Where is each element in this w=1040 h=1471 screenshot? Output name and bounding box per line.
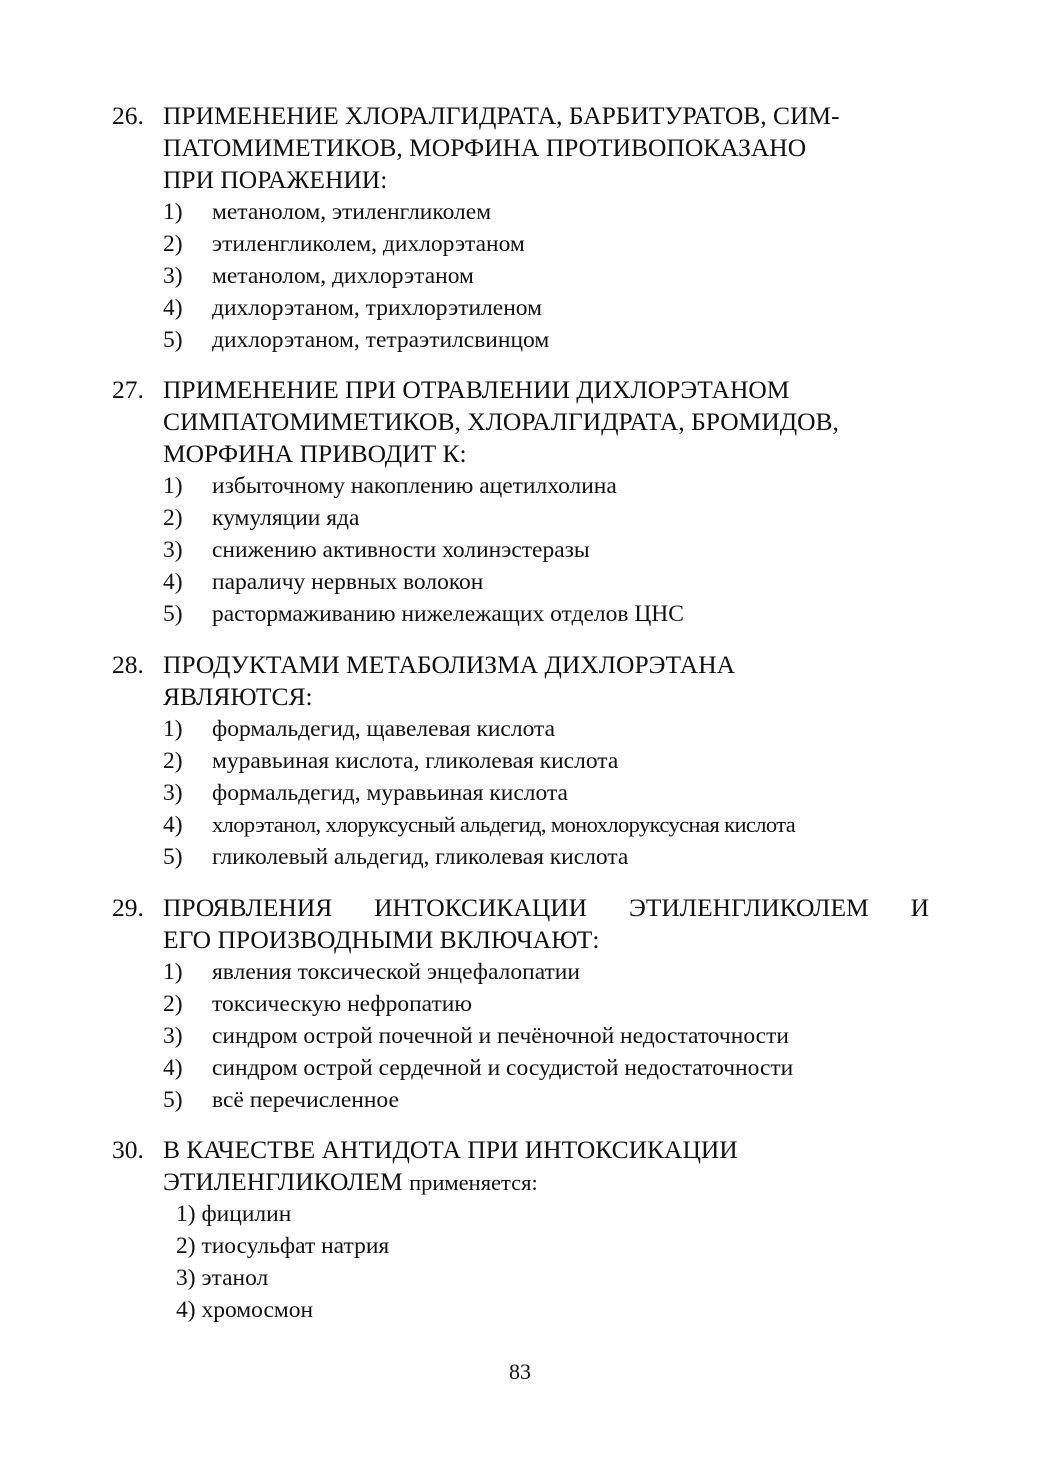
option-text: формальдегид, щавелевая кислота <box>212 716 556 742</box>
option-number: 5) <box>163 601 183 627</box>
option-text: параличу нервных волокон <box>212 569 484 595</box>
question-text-line: ЭТИЛЕНГЛИКОЛЕМ <box>163 1167 403 1196</box>
option-number: 5) <box>163 327 183 353</box>
answer-option <box>112 470 942 502</box>
answer-option <box>112 228 942 260</box>
option-number: 1) <box>163 473 183 499</box>
option-number: 2) <box>163 748 183 774</box>
answer-option <box>112 988 942 1020</box>
option-text: метанолом, этиленгликолем <box>212 199 492 225</box>
question-text-line: ЯВЛЯЮТСЯ: <box>163 682 313 711</box>
option-number: 2) <box>163 505 183 531</box>
answer-option <box>112 1020 942 1052</box>
option-text: 4) хромосмон <box>176 1297 314 1323</box>
option-number: 3) <box>163 1023 183 1049</box>
question-text-line: ПРИМЕНЕНИЕ ХЛОРАЛГИДРАТА, БАРБИТУРАТОВ, СИМ- <box>163 101 840 130</box>
option-number: 3) <box>163 263 183 289</box>
question-27 <box>112 374 942 630</box>
question-number: 28. <box>112 650 144 679</box>
answer-option <box>112 502 942 534</box>
question-text-line: ПРОЯВЛЕНИЯ ИНТОКСИКАЦИИ ЭТИЛЕНГЛИКОЛЕМ И <box>163 893 929 922</box>
option-number: 5) <box>163 1087 183 1113</box>
option-text: муравьиная кислота, гликолевая кислота <box>212 748 619 774</box>
option-text: хлорэтанол, хлоруксусный альдегид, монохлоруксусная кислота <box>212 812 796 837</box>
option-text: этиленгликолем, дихлорэтаном <box>212 231 525 257</box>
option-text: избыточному накоплению ацетилхолина <box>212 473 617 499</box>
option-number: 4) <box>163 569 183 595</box>
option-text: растормаживанию нижележащих отделов ЦНС <box>212 601 684 627</box>
answer-option <box>112 1294 942 1326</box>
option-number: 4) <box>163 1055 183 1081</box>
question-text-line: ПРИ ПОРАЖЕНИИ: <box>163 165 388 194</box>
option-text: снижению активности холинэстеразы <box>212 537 590 563</box>
question-text-line: ПРИМЕНЕНИЕ ПРИ ОТРАВЛЕНИИ ДИХЛОРЭТАНОМ <box>163 375 790 404</box>
option-number: 4) <box>163 812 183 838</box>
answer-option <box>112 809 942 841</box>
question-text-suffix: применяется: <box>409 1170 538 1195</box>
answer-option <box>112 1230 942 1262</box>
answer-option <box>112 1262 942 1294</box>
option-text: 2) тиосульфат натрия <box>176 1233 390 1259</box>
option-text: 3) этанол <box>176 1265 269 1291</box>
answer-option <box>112 1052 942 1084</box>
question-26 <box>112 100 942 356</box>
page-number: 83 <box>509 1359 531 1384</box>
question-number: 26. <box>112 101 144 130</box>
answer-option <box>112 713 942 745</box>
question-text-line: ПРОДУКТАМИ МЕТАБОЛИЗМА ДИХЛОРЭТАНА <box>163 650 736 679</box>
question-text-line: ПАТОМИМЕТИКОВ, МОРФИНА ПРОТИВОПОКАЗАНО <box>163 133 807 162</box>
question-number: 30. <box>112 1135 144 1164</box>
answer-option <box>112 777 942 809</box>
question-29 <box>112 892 942 1116</box>
option-number: 4) <box>163 295 183 321</box>
answer-option <box>112 260 942 292</box>
question-30 <box>112 1134 942 1326</box>
answer-option <box>112 745 942 777</box>
question-number: 27. <box>112 375 144 404</box>
option-text: гликолевый альдегид, гликолевая кислота <box>212 844 629 870</box>
option-number: 5) <box>163 844 183 870</box>
answer-option <box>112 292 942 324</box>
question-text-line: СИМПАТОМИМЕТИКОВ, ХЛОРАЛГИДРАТА, БРОМИДОВ, <box>163 407 839 436</box>
option-text: явления токсической энцефалопатии <box>212 959 580 985</box>
question-number: 29. <box>112 893 144 922</box>
option-text: всё перечисленное <box>212 1087 399 1113</box>
question-text-line: МОРФИНА ПРИВОДИТ К: <box>163 439 467 468</box>
option-text: синдром острой почечной и печёночной недостаточности <box>212 1023 789 1049</box>
answer-option <box>112 598 942 630</box>
answer-option <box>112 324 942 356</box>
question-text-line: В КАЧЕСТВЕ АНТИДОТА ПРИ ИНТОКСИКАЦИИ <box>163 1135 738 1164</box>
answer-option <box>112 956 942 988</box>
option-text: метанолом, дихлорэтаном <box>212 263 474 289</box>
option-number: 1) <box>163 199 183 225</box>
option-number: 2) <box>163 991 183 1017</box>
question-text-line: ЕГО ПРОИЗВОДНЫМИ ВКЛЮЧАЮТ: <box>163 925 600 954</box>
option-text: 1) фицилин <box>176 1201 292 1227</box>
option-text: формальдегид, муравьиная кислота <box>212 780 568 806</box>
answer-option <box>112 1198 942 1230</box>
option-number: 2) <box>163 231 183 257</box>
answer-option <box>112 196 942 228</box>
answer-option <box>112 841 942 873</box>
option-text: кумуляции яда <box>212 505 360 531</box>
option-text: дихлорэтаном, трихлорэтиленом <box>212 295 542 321</box>
answer-option <box>112 566 942 598</box>
question-28 <box>112 649 942 873</box>
option-number: 3) <box>163 537 183 563</box>
option-number: 3) <box>163 780 183 806</box>
answer-option <box>112 1084 942 1116</box>
option-number: 1) <box>163 959 183 985</box>
option-text: дихлорэтаном, тетраэтилсвинцом <box>212 327 550 353</box>
option-number: 1) <box>163 716 183 742</box>
answer-option <box>112 534 942 566</box>
option-text: токсическую нефропатию <box>212 991 472 1017</box>
option-text: синдром острой сердечной и сосудистой недостаточности <box>212 1055 794 1081</box>
